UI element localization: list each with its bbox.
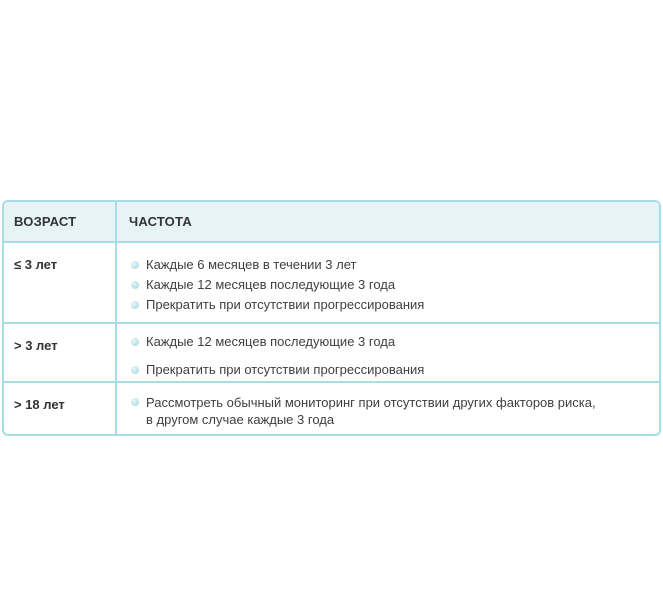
list-item bbox=[129, 297, 659, 313]
list-item-text: Прекратить при отсутствии прогрессирования bbox=[146, 297, 425, 312]
frequency-list bbox=[129, 383, 659, 428]
frequency-cell bbox=[117, 383, 659, 434]
list-item bbox=[129, 257, 659, 273]
header-age: ВОЗРАСТ bbox=[4, 202, 117, 241]
bullet-icon bbox=[131, 366, 139, 374]
bullet-icon bbox=[131, 398, 139, 406]
frequency-list bbox=[129, 324, 659, 378]
list-item bbox=[129, 362, 659, 378]
list-item-text: Каждые 12 месяцев последующие 3 года bbox=[146, 277, 396, 292]
list-item-text: Рассмотреть обычный мониторинг при отсутствии других факторов риска, в другом случае каждые 3 года bbox=[146, 395, 596, 427]
frequency-cell bbox=[117, 324, 659, 381]
age-cell: ≤ 3 лет bbox=[4, 243, 117, 322]
list-item bbox=[129, 394, 596, 428]
bullet-icon bbox=[131, 338, 139, 346]
list-item bbox=[129, 334, 659, 350]
bullet-icon bbox=[131, 281, 139, 289]
age-cell: > 3 лет bbox=[4, 324, 117, 381]
monitoring-frequency-table bbox=[2, 200, 661, 436]
list-item-text: Каждые 12 месяцев последующие 3 года bbox=[146, 334, 396, 349]
table-row bbox=[4, 324, 659, 383]
table-header-row bbox=[4, 202, 659, 243]
bullet-icon bbox=[131, 301, 139, 309]
table-row bbox=[4, 383, 659, 434]
list-item-text: Каждые 6 месяцев в течении 3 лет bbox=[146, 257, 357, 272]
list-item bbox=[129, 277, 659, 293]
frequency-list bbox=[129, 243, 659, 313]
frequency-cell bbox=[117, 243, 659, 322]
header-frequency: ЧАСТОТА bbox=[129, 214, 192, 229]
list-item-text: Прекратить при отсутствии прогрессирования bbox=[146, 362, 425, 377]
bullet-icon bbox=[131, 261, 139, 269]
table-row bbox=[4, 243, 659, 324]
age-cell: > 18 лет bbox=[4, 383, 117, 434]
